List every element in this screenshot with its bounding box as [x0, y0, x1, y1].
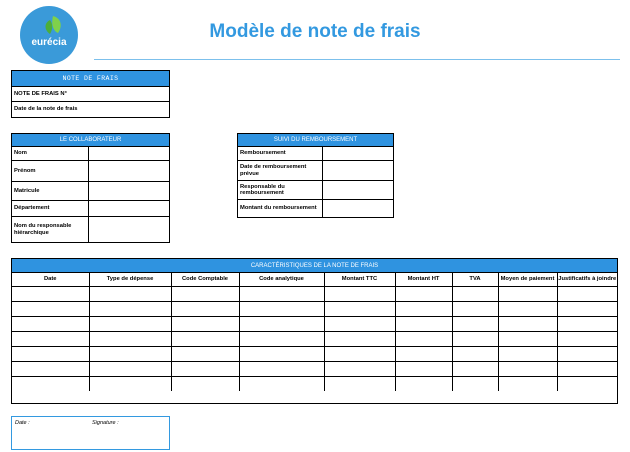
table-row[interactable]: [12, 362, 617, 377]
collaborateur-row-prenom[interactable]: Prénom: [12, 161, 169, 182]
departement-value[interactable]: [89, 201, 169, 216]
col-justificatifs: Justificatifs à joindre: [557, 273, 617, 287]
table-row[interactable]: [12, 332, 617, 347]
table-row[interactable]: [12, 302, 617, 317]
collaborateur-heading: LE COLLABORATEUR: [12, 134, 169, 147]
table-row[interactable]: [12, 377, 617, 392]
suivi-row-remboursement[interactable]: Remboursement: [238, 147, 393, 161]
collaborateur-row-departement[interactable]: Département: [12, 201, 169, 217]
note-frais-row-date[interactable]: Date de la note de frais: [14, 106, 78, 113]
eurecia-logo: [20, 6, 78, 64]
responsable-remboursement-value[interactable]: [323, 181, 393, 199]
table-row[interactable]: [12, 287, 617, 302]
montant-remboursement-value[interactable]: [323, 200, 393, 217]
col-date: Date: [12, 273, 89, 287]
suivi-row-responsable[interactable]: Responsable du remboursement: [238, 181, 393, 200]
table-row[interactable]: [12, 317, 617, 332]
collaborateur-row-responsable[interactable]: Nom du responsable hiérarchique: [12, 217, 169, 242]
title-divider: [94, 59, 620, 60]
suivi-box: [237, 133, 394, 218]
nom-value[interactable]: [89, 147, 169, 160]
caracteristiques-box: [11, 258, 618, 404]
expense-table: [12, 273, 617, 391]
logo-text: eurécia: [31, 37, 67, 48]
expense-table-header: [12, 273, 617, 287]
page-title: Modèle de note de frais: [209, 21, 421, 42]
col-code-comptable: Code Comptable: [171, 273, 239, 287]
suivi-heading: SUIVI DU REMBOURSEMENT: [238, 134, 393, 147]
col-tva: TVA: [452, 273, 498, 287]
matricule-value[interactable]: [89, 182, 169, 200]
caracteristiques-heading: CARACTÉRISTIQUES DE LA NOTE DE FRAIS: [12, 259, 617, 273]
signature-label: Signature :: [92, 420, 119, 426]
note-frais-heading: NOTE DE FRAIS: [12, 71, 169, 87]
collaborateur-row-matricule[interactable]: Matricule: [12, 182, 169, 201]
note-frais-row-number[interactable]: NOTE DE FRAIS N°: [12, 87, 169, 102]
table-row[interactable]: [12, 347, 617, 362]
suivi-row-montant[interactable]: Montant du remboursement: [238, 200, 393, 217]
signature-box[interactable]: [11, 416, 170, 450]
col-moyen-paiement: Moyen de paiement: [498, 273, 557, 287]
date-label: Date :: [15, 420, 30, 426]
remboursement-value[interactable]: [323, 147, 393, 160]
col-montant-ht: Montant HT: [395, 273, 452, 287]
col-montant-ttc: Montant TTC: [324, 273, 395, 287]
suivi-row-date[interactable]: Date de remboursement prévue: [238, 161, 393, 181]
prenom-value[interactable]: [89, 161, 169, 181]
leaf-icon: [20, 6, 78, 64]
collaborateur-box: [11, 133, 170, 243]
col-type-depense: Type de dépense: [89, 273, 171, 287]
collaborateur-row-nom[interactable]: Nom: [12, 147, 169, 161]
responsable-value[interactable]: [89, 217, 169, 242]
col-code-analytique: Code analytique: [239, 273, 324, 287]
date-remboursement-value[interactable]: [323, 161, 393, 180]
note-frais-box: [11, 70, 170, 118]
